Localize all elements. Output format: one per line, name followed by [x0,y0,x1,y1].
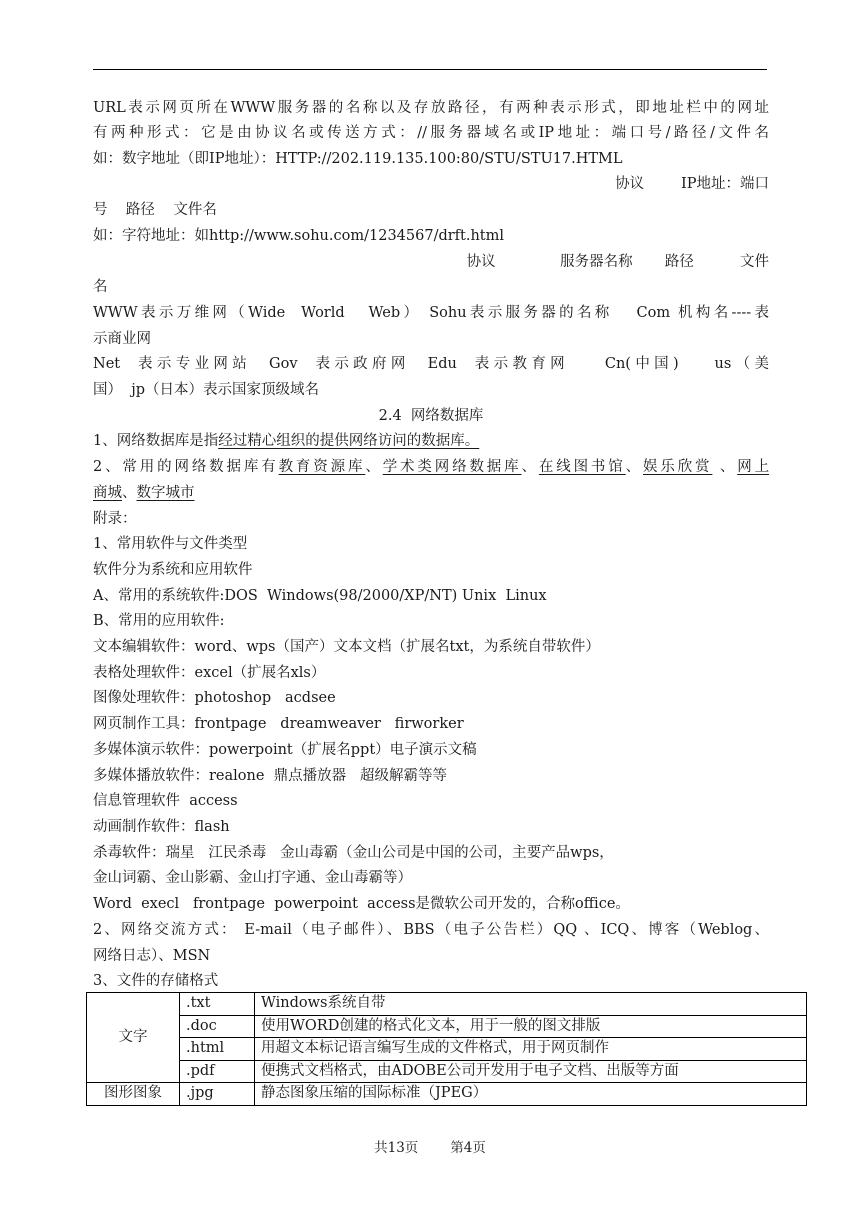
text-line: 表格处理软件：excel（扩展名xls） [93,664,326,681]
current-page: 第4页 [450,1140,486,1156]
text-line: 如：数字地址（即IP地址）：HTTP://202.119.135.100:80/STU/STU17.HTML [93,150,623,167]
text-line: 示商业网 [93,330,151,347]
underlined-term: 网上 [737,459,770,476]
text-line: Net 表示专业网站 Gov 表示政府网 Edu 表示教育网 Cn(中国) us（美 [93,356,769,373]
text-line [93,455,769,481]
text-line: A、常用的系统软件:DOS Windows(98/2000/XP/NT) Unix Linux [93,587,547,604]
text-line: 号 路径 文件名 [93,202,217,219]
text-line: 金山词霸、金山影霸、金山打字通、金山毒霸等） [93,870,412,887]
text-line: 国） jp（日本）表示国家顶级域名 [93,382,319,399]
table-row [87,1038,807,1061]
text-line: 协议 IP地址：端口 [615,176,769,193]
table-row [87,993,807,1016]
underlined-term: 数字城市 [136,484,195,501]
extension-cell: .html [180,1038,255,1061]
extension-cell: .txt [180,993,255,1016]
underlined-term: 娱乐欣赏 [643,459,713,476]
header-rule [93,69,767,70]
description-cell: 便携式文档格式，由ADOBE公司开发用于电子文档、出版等方面 [255,1060,807,1083]
category-cell: 文字 [87,993,180,1083]
text-line: 附录： [93,510,137,527]
underlined-term: 商城 [93,484,122,501]
underlined-term: 教育资源库 [278,459,366,476]
text-line: 软件分为系统和应用软件 [93,561,253,578]
separator: 、 [122,484,137,501]
extension-cell: .jpg [180,1083,255,1106]
underlined-term: 学术类网络数据库 [382,459,522,476]
text-line: B、常用的应用软件: [93,613,225,630]
text-line: 名 [93,279,108,296]
total-pages: 共13页 [374,1140,419,1156]
text-line [93,481,769,507]
table-row [87,1015,807,1038]
text-line: 1、常用软件与文件类型 [93,536,248,553]
text-line: 杀毒软件：瑞星 江民杀毒 金山毒霸（金山公司是中国的公司，主要产品wps， [93,844,614,861]
table-row [87,1083,807,1106]
extension-cell: .pdf [180,1060,255,1083]
text-line [93,429,769,455]
text-line: 网页制作工具：frontpage dreamweaver firworker [93,716,464,733]
text-line: 3、文件的存储格式 [93,973,219,990]
text-line: 协议 服务器名称 路径 文件 [466,253,769,270]
underlined-term: 经过精心组织的提供网络访问的数据库。 [218,433,480,450]
text-line: 动画制作软件：flash [93,818,230,835]
description-cell: Windows系统自带 [255,993,807,1016]
extension-cell: .doc [180,1015,255,1038]
text-line: 网络日志）、MSN [93,947,211,964]
text-line: 信息管理软件 access [93,793,238,810]
text-line: 多媒体播放软件：realone 鼎点播放器 超级解霸等等 [93,767,447,784]
text-line: 如：字符地址：如http://www.sohu.com/1234567/drft.html [93,227,505,244]
table-row [87,1060,807,1083]
section-heading: 2.4 网络数据库 [378,407,484,424]
text-span: 2、常用的网络数据库有 [93,459,279,476]
text-line: URL表示网页所在WWW服务器的名称以及存放路径，有两种表示形式，即地址栏中的网址 [93,100,769,116]
text-line: 多媒体演示软件：powerpoint（扩展名ppt）电子演示文稿 [93,741,477,758]
separator: 、 [625,459,643,476]
category-cell: 图形图象 [87,1083,180,1106]
separator: 、 [365,459,383,476]
text-line: WWW表示万维网（Wide World Web） Sohu表示服务器的名称 Com 机构名----表 [93,304,769,321]
underlined-term: 在线图书馆 [538,459,626,476]
text-line: Word execl frontpage powerpoint access是微软公司开发的，合称office。 [93,896,630,913]
text-line: 文本编辑软件：word、wps（国产）文本文档（扩展名txt，为系统自带软件） [93,639,600,656]
description-cell: 使用WORD创建的格式化文本，用于一般的图文排版 [255,1015,807,1038]
page-footer [0,1136,860,1156]
separator: 、 [712,459,738,476]
description-cell: 用超文本标记语言编写生成的文件格式，用于网页制作 [255,1038,807,1061]
text-span: 1、网络数据库是指 [93,433,219,450]
text-line: 2、网络交流方式： E-mail（电子邮件）、BBS（电子公告栏）QQ 、ICQ、博客（Weblog、 [93,921,769,938]
separator: 、 [521,459,539,476]
document-body [93,100,770,995]
description-cell: 静态图象压缩的国际标准（JPEG） [255,1083,807,1106]
text-line: 图像处理软件：photoshop acdsee [93,690,336,707]
file-format-table [86,992,807,1106]
text-line: 有两种形式：它是由协议名或传送方式：//服务器域名或IP地址：端口号/路径/文件名 [93,125,769,141]
